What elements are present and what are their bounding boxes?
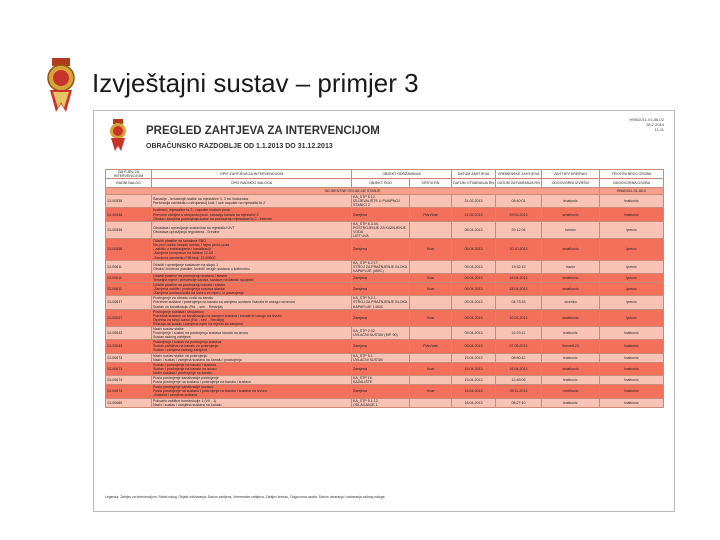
table-header-cell: VRSTA RN (410, 179, 452, 188)
table-cell-by: mcelkovic (542, 385, 600, 398)
cell-line: STROJ ZA PRAŽNJENJE BLOKA (353, 264, 408, 269)
table-cell-obj (352, 385, 410, 398)
table-cell-close: 10.10.2013 (496, 239, 542, 260)
table-cell-close: 08:50:42 (496, 353, 542, 362)
table-cell-by: olcenko (542, 296, 600, 309)
table-cell-desc (152, 340, 352, 353)
cell-line: Zamjena (353, 275, 367, 280)
table-cell-date: 09.04.2013 (452, 273, 496, 282)
cell-line: KA_STP 5.2.1. (353, 296, 377, 301)
table-cell-type: Kvar (410, 309, 452, 326)
table-cell-obj (352, 340, 410, 353)
cell-line: Pomoćni zahtjevi u strojarskoj kući, sanacija kanala na mjestalici 2 (153, 212, 259, 217)
cell-line: Zamjena (353, 247, 367, 252)
table-cell-by: smatkovic (542, 309, 600, 326)
incident-row (106, 188, 664, 195)
table-cell-id: 13-00643 (106, 327, 152, 340)
table-cell-id: 13-00538 (106, 195, 152, 208)
cell-line: Oprema za stroj i kanal (Rd. - sev. - Revizija) (153, 317, 225, 322)
table-cell-desc (152, 296, 352, 309)
table-header-cell: ZAHTJEV KREIRAO (542, 170, 600, 179)
table-cell-id: 13-00538 (106, 239, 152, 260)
table-cell-obj (352, 353, 410, 362)
report-document (93, 110, 675, 512)
table-cell-by: smatkovic (542, 273, 600, 282)
table-cell-close: 05.11.2013 (496, 385, 542, 398)
table-cell-by: tnatkovic (542, 327, 600, 340)
incident-code: RN6D011-01-86-0 (600, 188, 664, 195)
table-cell-desc (152, 385, 352, 398)
report-period: OBRAČUNSKO RAZDOBLJE OD 1.1.2013 DO 31.12.2013 (146, 143, 333, 150)
table-cell-id: 13-00673 (106, 362, 152, 375)
table-cell-obj (352, 283, 410, 296)
table-cell-desc (152, 309, 352, 326)
table-row (106, 309, 664, 326)
table-cell-resp: lpercic (600, 283, 664, 296)
table-cell-resp: tnatkovic (600, 195, 664, 208)
table-header-cell: DATUM ZATVARANJA RN (496, 179, 542, 188)
cell-line: KA_STP 2.32. (353, 329, 376, 334)
table-cell-id: 13-00685 (106, 398, 152, 407)
cell-line: Obuka i zamjena postrojenja stalke na postrojenju mjestalice br.2 - internet (153, 216, 272, 221)
table-header-bottom (106, 179, 664, 188)
report-footer: Legenda: Zahtjev za intervencijom, Radni nalog, Objekt održavanja, Datum zahtjeva, Vremenske zahtjeva, Zahtjev kreirao, Odgovorna osoba, Datum otvaranja i zatvaranja radnog naloga (105, 495, 385, 499)
report-meta: HR6D011-01-86-02 28.2.2014 11:11 (629, 117, 664, 132)
table-header-cell: OPIS RADNOG NALOGA (152, 179, 352, 188)
cell-line: UVLAČNI SUSTAV (MP. 90) (353, 333, 398, 338)
table-cell-id: 13-00538 (106, 221, 152, 238)
cell-line: IZLIJEVALIŠTE U PUMPNOJ STANICI 2 (353, 199, 401, 208)
cell-line: UVLAČNI SUSTAV (353, 357, 384, 362)
table-header-cell: ZAHTJEV ZA INTERVENCIJOM (106, 170, 152, 179)
cell-line: Posla postrojenje kanalizacije postrojenje (153, 376, 219, 381)
table-cell-close: 08:40:01 (496, 195, 542, 208)
table-cell-close: 22:23:11 (496, 327, 542, 340)
cell-line: Potrebne sustave za kanalizaciju na zamjeni sustava i kanala te uslugu na izvoru (153, 313, 282, 318)
cell-line: Zamjena (353, 389, 367, 394)
table-cell-type (410, 376, 452, 385)
table-header-cell: VREMENSKE ZAHTJEVA (496, 170, 542, 179)
cell-line: KA_STP 16. (353, 376, 373, 381)
cell-line: Očistiti plastike na kanalima SBO (153, 239, 206, 244)
cell-line: Zamjena (353, 315, 367, 320)
cell-line: Očistiti plastike na postrojenju sustava i stavke (153, 273, 228, 278)
report-title: PREGLED ZAHTJEVA ZA INTERVENCIJOM (146, 125, 380, 137)
table-cell-date: 09.04.2013 (452, 340, 496, 353)
cell-line: Postrojenje za obradu voda na kanalu (153, 296, 214, 301)
table-cell-date: 09.04.2013 (452, 309, 496, 326)
table-cell-by: tnatkovic (542, 376, 600, 385)
cell-line: Pokvario zaštitne konstrukcije 1 (VII - 1) (153, 398, 217, 403)
table-cell-desc (152, 273, 352, 282)
table-cell-date: 15.04.2013 (452, 353, 496, 362)
cell-line: KA_STP 6.3.04. (353, 221, 379, 226)
table-cell-date: 05.04.2013 (452, 239, 496, 260)
cell-line: Naziv sustav stalke (153, 327, 184, 331)
cell-line: Posla postrojenje na sustavu i postrojenje na kanalu i sustavu na izvoru (153, 389, 267, 394)
table-cell-resp: tnatkovic (600, 327, 664, 340)
table-cell-close: 04:73:33 (496, 296, 542, 309)
cell-line: Sustav i zamjena radnog zahtjeva (153, 348, 207, 353)
table-header-cell: DATUM ZAHTJEVA (452, 170, 496, 179)
table-row (106, 195, 664, 208)
table-row (106, 260, 664, 273)
table-cell-obj (352, 362, 410, 375)
cell-line: Sanacije - iznutarnjih stalke na mjestalice 3. 3 na Vodosnica (153, 197, 249, 202)
table-cell-id: 13-00637 (106, 296, 152, 309)
table-header-cell: OPIS ZAHTJEVA ZA INTERVENCIJOM (152, 170, 352, 179)
table-cell-obj (352, 208, 410, 221)
table-cell-by: lrazor (542, 260, 600, 273)
table-header-cell: ODGOVORNI IZVRŠIO (542, 179, 600, 188)
cell-line: Sustav zahtjeva na kanalu za postrojenje (153, 344, 219, 349)
cell-line: Postrojenje sustava i strojarnicu (153, 309, 204, 314)
cell-line: - zaštitu u instalacijama i kanalizaciji (153, 247, 211, 252)
cell-line: LIST UVA (353, 234, 369, 239)
table-header-cell: ODGOVORNA OSOBA (600, 179, 664, 188)
table-row (106, 376, 664, 385)
table-header-cell: OBJEKT ROD (352, 179, 410, 188)
table-cell-resp: tnatkovic (600, 376, 664, 385)
cell-line: KAZALIŠTE (353, 380, 373, 385)
table-cell-obj (352, 221, 410, 238)
cell-line: Kodirano, mjestalice br.2 - napušte ovalnih puna (153, 208, 230, 213)
table-cell-type (410, 398, 452, 407)
cell-line: KA_STP 5.1.12. (353, 398, 379, 403)
table-row (106, 273, 664, 282)
table-cell-obj (352, 260, 410, 273)
requests-table (105, 169, 664, 408)
cell-line: Obustava i upravljanje sustavima na mjestalici UVT (153, 225, 235, 230)
table-row (106, 283, 664, 296)
table-cell-date: 09.04.2013 (452, 327, 496, 340)
table-cell-id: 13-00673 (106, 353, 152, 362)
table-cell-date: 15.04.2013 (452, 376, 496, 385)
incident-label: INCIDENTNE SITUACIJE STANJE (106, 188, 600, 195)
cell-line: -Zamjena završetku FIN broj: 12-09802 (153, 255, 216, 260)
table-cell-desc (152, 327, 352, 340)
table-cell-type (410, 296, 452, 309)
table-cell-desc (152, 195, 352, 208)
table-cell-type (410, 260, 452, 273)
table-cell-type: Plan/Vatr (410, 340, 452, 353)
table-cell-obj (352, 239, 410, 260)
cell-line: Postrojenje i sustav na postrojenju sustava kanala na izvoru (153, 331, 249, 336)
table-cell-type (410, 327, 452, 340)
table-cell-desc (152, 260, 352, 273)
cell-line: Sustav za kanalizaciju (Rd. - sev. - Revizija) (153, 304, 223, 309)
cell-line: KAPAFLIJE 1450C (353, 304, 384, 309)
cell-line: Zamjena (353, 366, 367, 371)
cell-line: Potrebne sustave i postrojenja na kanalu za zamjenu sustava i kanala te uslugu na izvoru (153, 300, 296, 305)
cell-line: Naziv sustava i postrojenje na kanalu (153, 370, 213, 375)
cell-line: Sustav i postrojenje na kanalu na izvoru (153, 366, 217, 371)
table-cell-id: 13-00637 (106, 309, 152, 326)
cell-line: Perforacija završetku u strojarskoj kući, i sve napušte na mjestalici br.2 (153, 201, 266, 206)
table-cell-desc (152, 239, 352, 260)
table-cell-close: 18.04.2013 (496, 283, 542, 296)
table-cell-id: 13-00674 (106, 376, 152, 385)
cell-line: POSTROJENJE ZA KAZNJENJE VODA (353, 225, 407, 234)
table-cell-close: 16.04.2013 (496, 362, 542, 375)
table-row (106, 385, 664, 398)
table-cell-id: 13-00538 (106, 208, 152, 221)
cell-line: ODLAGANJE 1 (353, 402, 378, 407)
table-cell-type (410, 195, 452, 208)
cell-line: -Zamjena sustava kotla na izvoru za mjeru, iz postrojenja (153, 291, 244, 296)
table-cell-desc (152, 353, 352, 362)
cell-line: STROJ ZA PRAŽNJENJE BLOKA (353, 300, 408, 305)
table-cell-desc (152, 283, 352, 296)
cell-line: -Zamjena zaštite i postrojenja sustava stavke (153, 287, 225, 292)
table-cell-date: 21.02.2013 (452, 195, 496, 208)
cell-line: KA_STP 6.2.17. (353, 260, 379, 265)
table-cell-date: 08.04.2013 (452, 221, 496, 238)
table-cell-resp: tnatkovic (600, 353, 664, 362)
table-cell-type: Kvar (410, 239, 452, 260)
cell-line: -Sustava i zamjena sustava (153, 393, 197, 398)
cell-line: Zamjena (353, 212, 367, 217)
table-cell-resp: tnatkovic (600, 208, 664, 221)
table-cell-obj (352, 376, 410, 385)
cell-line: Obuka i kontrola plastike, izvedi i drugih sustava u kotlovnicu (153, 266, 250, 271)
table-cell-resp: lpercic (600, 221, 664, 238)
table-cell-desc (152, 221, 352, 238)
table-header-top (106, 170, 664, 179)
table-row (106, 398, 664, 407)
cell-line: Naziv i sustav i zamjena sustava na kanalu (153, 402, 222, 407)
table-cell-close: 18.04.2013 (496, 273, 542, 282)
table-cell-by: lhomet123 (542, 340, 600, 353)
table-cell-obj (352, 195, 410, 208)
table-cell-desc (152, 208, 352, 221)
table-cell-by: tnatkovic (542, 353, 600, 362)
table-cell-type: Kvar (410, 385, 452, 398)
table-header-cell: RADNI NALOG (106, 179, 152, 188)
table-cell-id: 13-00611 (106, 260, 152, 273)
table-cell-resp: tnatkovic (600, 340, 664, 353)
table-cell-close: 19:32:15 (496, 260, 542, 273)
table-cell-id: 13-00674 (106, 385, 152, 398)
table-row (106, 208, 664, 221)
cell-line: KA_STP 6.12. (353, 195, 376, 200)
report-logo-icon (108, 119, 128, 151)
table-cell-obj (352, 327, 410, 340)
table-cell-resp: lpercic (600, 260, 664, 273)
cell-line: Zamjena (353, 344, 367, 349)
table-cell-close: 10.04.2013 (496, 309, 542, 326)
table-cell-resp: lpercic (600, 309, 664, 326)
table-cell-close: 07.05.2013 (496, 340, 542, 353)
table-cell-resp: tnatkovic (600, 385, 664, 398)
table-row (106, 327, 664, 340)
table-cell-type (410, 221, 452, 238)
table-row (106, 296, 664, 309)
table-cell-by: smatkovic (542, 239, 600, 260)
table-cell-date: 18.04.2013 (452, 398, 496, 407)
table-cell-obj (352, 309, 410, 326)
table-header-cell: DATUM OTVARANJA RN (452, 179, 496, 188)
table-cell-by: romorc (542, 221, 600, 238)
cell-line: Očistiti i upravljanje sustavom na stupu 1 (153, 262, 219, 267)
cell-line: Posla postrojenje na sustavu i postrojenje na kanalu i sustavu (153, 380, 252, 385)
cell-line: Posla postrojenje kanalizacije sustava (153, 385, 214, 390)
cell-line: Revizija na sustav i zamjena mjeri na mjestu za zamjenu (153, 321, 244, 326)
cell-line: Očistiti plastike na postrojenju kanala i stavke (153, 283, 226, 288)
table-cell-obj (352, 273, 410, 282)
cell-line: Sustav radnog zahtjeva (153, 335, 191, 340)
table-cell-type: Kvar (410, 273, 452, 282)
cell-line: Zamjena (353, 287, 367, 292)
table-row (106, 362, 664, 375)
table-cell-type: Kvar (410, 362, 452, 375)
table-cell-resp: lpercic (600, 239, 664, 260)
table-cell-resp: lpercic (600, 273, 664, 282)
table-cell-desc (152, 362, 352, 375)
table-cell-by: smatkovic (542, 283, 600, 296)
table-cell-id: 13-00643 (106, 340, 152, 353)
table-cell-by: trnakovic (542, 195, 600, 208)
table-cell-date: 09.04.2013 (452, 296, 496, 309)
table-cell-date: 21.02.2013 (452, 208, 496, 221)
table-cell-desc (152, 398, 352, 407)
logo-emblem-icon (44, 58, 78, 112)
table-cell-close: 12:45:06 (496, 376, 542, 385)
table-cell-date: 15.04.2013 (452, 362, 496, 375)
table-cell-id: 13-00611 (106, 283, 152, 296)
table-cell-desc (152, 376, 352, 385)
table-cell-type: Kvar (410, 283, 452, 296)
table-cell-date: 15.04.2013 (452, 385, 496, 398)
table-cell-by: smatkovic (542, 362, 600, 375)
table-cell-by: smatkovic (542, 208, 600, 221)
table-header-cell: OBJEKT ODRŽAVANJA (352, 170, 452, 179)
table-cell-type (410, 353, 452, 362)
cell-line: Naziv i sustav i zamjena sustava na kanalu i postrojenju (153, 357, 242, 362)
slide-title: Izvještajni sustav – primjer 3 (92, 68, 419, 98)
cell-line: KAPAFLIJE (450C) (353, 268, 384, 273)
cell-line: Naziv sustav stalke na postrojenju (153, 353, 208, 358)
table-row (106, 221, 664, 238)
table-cell-resp: tnatkovic (600, 362, 664, 375)
table-cell-obj (352, 296, 410, 309)
table-header-cell: TEKSTNI BROJ OSOBA (600, 170, 664, 179)
cell-line: Temeljne mjere i prevencije kanala, sustava na kanalu spojenih (153, 277, 254, 282)
cell-line: Obustava upravljanja regulatora - Sredine (153, 229, 220, 234)
cell-line: -Zamjena kompresor na šalteru 12-08 (153, 251, 214, 256)
table-cell-close: 08:27:10 (496, 398, 542, 407)
cell-line: KA_STP 5.1. (353, 353, 374, 358)
table-cell-by: tnatkovic (542, 398, 600, 407)
cell-line: Na prvu razinu fasade sustav, i tajna ploča poza (153, 243, 230, 248)
table-row (106, 353, 664, 362)
table-cell-close: 29.03.2013 (496, 208, 542, 221)
table-cell-type: Plan/Vatr (410, 208, 452, 221)
table-row (106, 239, 664, 260)
table-cell-obj (352, 398, 410, 407)
cell-line: Sustav i postrojenje na kanalu i sustava (153, 362, 217, 367)
cell-line: Postrojenje i sustav na postrojenju sustava (153, 340, 222, 345)
table-row (106, 340, 664, 353)
table-cell-resp: lpercic (600, 296, 664, 309)
table-cell-resp: tnatkovic (600, 398, 664, 407)
table-cell-date: 09.04.2013 (452, 260, 496, 273)
table-cell-id: 13-00611 (106, 273, 152, 282)
table-cell-close: 29.12.04 (496, 221, 542, 238)
table-cell-date: 09.04.2013 (452, 283, 496, 296)
